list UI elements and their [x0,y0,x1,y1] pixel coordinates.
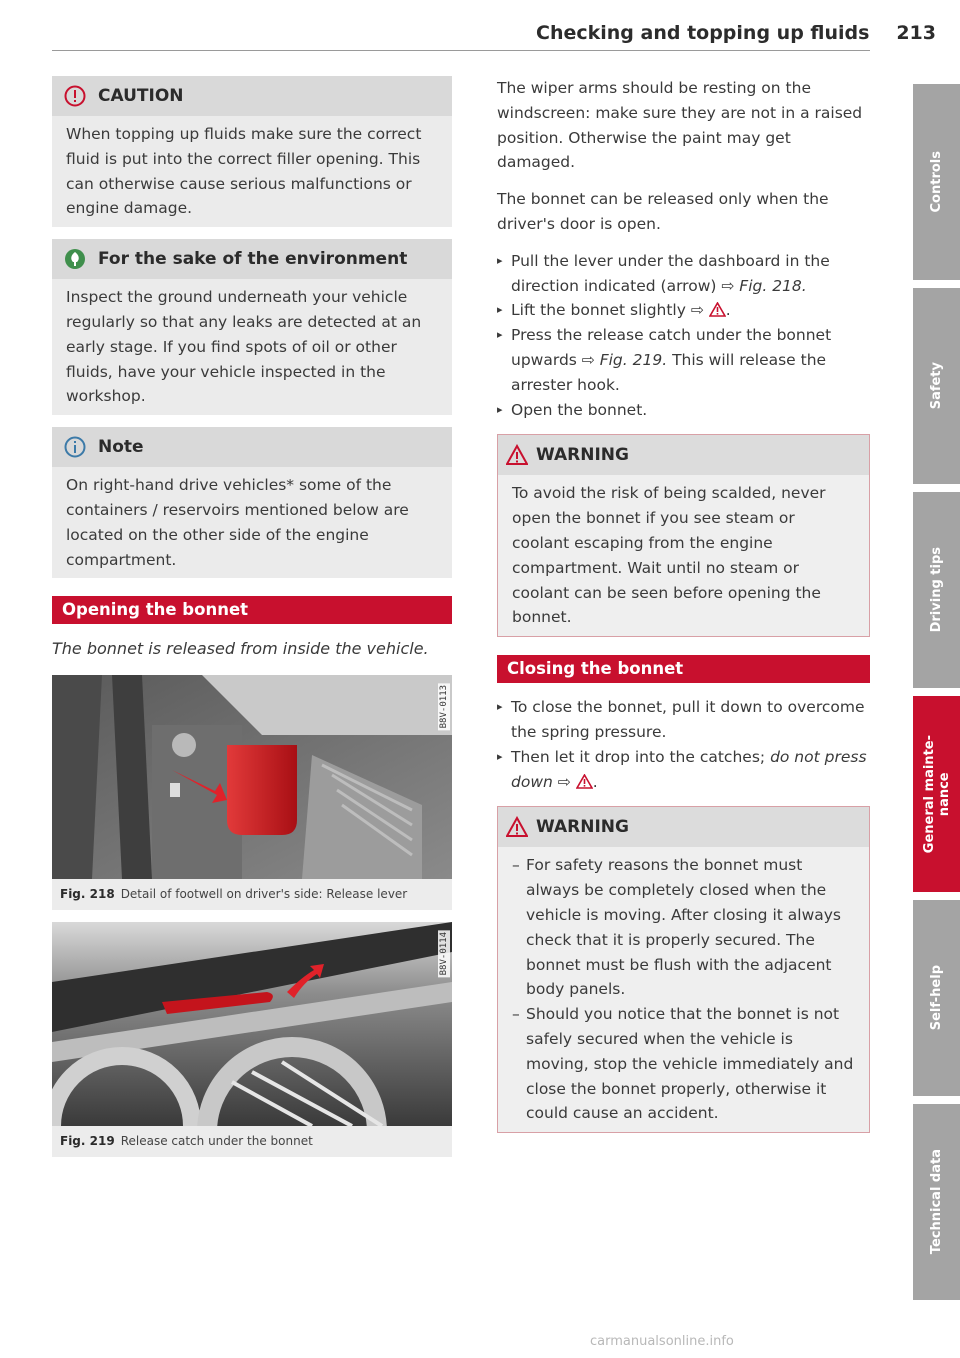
note-header [52,427,452,467]
closing-heading: Closing the bonnet [497,655,870,683]
tab-safety[interactable]: Safety [913,288,960,484]
figure-219-label: Fig. 219 [60,1134,115,1149]
figure-219-caption-text: Release catch under the bonnet [120,1134,313,1149]
running-header-title: Checking and topping up fluids [536,22,870,44]
figure-218-label: Fig. 218 [60,887,115,902]
bonnet-catch-illustration [52,922,452,1126]
warning-text-scald: To avoid the risk of being scalded, never open the bonnet if you see steam or coolant escaping from the engine compartment. Wait until no steam or coolant can be seen before opening the bonnet. [512,484,826,627]
warning-item: – For safety reasons the bonnet must always be completely closed when the vehicle is moving. After closing it always check that it is properly secured. The bonnet must be flush with the adjacent body panels. [512,853,855,1002]
tab-self-help[interactable]: Self-help [913,900,960,1096]
caution-header [52,76,452,116]
warning-body-closing [498,847,869,1132]
warning-ref-icon[interactable] [576,774,593,789]
warning-title-scald: WARNING [536,445,629,466]
footwell-illustration [52,675,452,879]
figure-219-caption [52,1126,452,1157]
opening-steps [497,249,870,423]
watermark: carmanualsonline.info [590,1334,734,1349]
note-body [52,467,452,578]
tab-technical-data[interactable]: Technical data [913,1104,960,1300]
warning-header-closing [498,807,869,847]
wiper-paragraph: The wiper arms should be resting on the windscreen: make sure they are not in a raised position. Otherwise the paint may get damaged. [497,79,863,172]
caution-title: CAUTION [98,86,184,106]
caution-body [52,116,452,227]
opening-heading: Opening the bonnet [52,596,452,624]
closing-steps [497,695,870,794]
figure-218 [52,675,452,910]
figure-218-caption [52,879,452,910]
warning-title-closing: WARNING [536,817,629,838]
figure-218-code: B8V-0113 [439,685,449,729]
page-number: 213 [896,22,936,44]
caution-text: When topping up fluids make sure the correct fluid is put into the correct filler opening. This can otherwise cause serious malfunctions or engine damage. [66,125,422,218]
environment-header [52,239,452,279]
note-text: On right-hand drive vehicles* some of the containers / reservoirs mentioned below are located on the other side of the engine compartment. [66,476,409,569]
header-rule [52,50,870,51]
warning-box-scald [497,434,870,637]
figure-219 [52,922,452,1157]
tab-driving-tips[interactable]: Driving tips [913,492,960,688]
step-open-bonnet: ▸ Open the bonnet. [497,398,870,423]
warning-icon [506,444,528,466]
warning-header-scald [498,435,869,475]
door-paragraph: The bonnet can be released only when the driver's door is open. [497,190,829,233]
warning-item: – Should you notice that the bonnet is not safely secured when the vehicle is moving, stop the vehicle immediately and close the bonnet properly, otherwise it could cause an accident. [512,1002,855,1126]
figure-218-caption-text: Detail of footwell on driver's side: Release lever [120,887,408,902]
environment-box [52,239,452,415]
fig-218-ref[interactable]: ⇨ Fig. 218. [721,276,807,295]
right-column [497,76,870,1145]
left-column [52,76,452,1169]
warning-icon [506,816,528,838]
figure-219-code: B8V-0114 [439,932,449,976]
environment-text: Inspect the ground underneath your vehicle regularly so that any leaks are detected at an early stage. If you find spots of oil or other fluids, have your vehicle inspected in the workshop. [66,288,422,406]
figure-218-image [52,675,452,879]
warning-body-scald [498,475,869,636]
step-pull-lever: ▸ Pull the lever under the dashboard in the direction indicated (arrow) ⇨ Fig. 218. [497,249,870,299]
caution-icon [64,85,86,107]
step-pull-down: ▸ To close the bonnet, pull it down to overcome the spring pressure. [497,695,870,745]
step-lift-bonnet: ▸ Lift the bonnet slightly ⇨ . [497,298,870,323]
warning-ref-icon[interactable] [709,302,726,317]
tab-general-maintenance[interactable]: General mainte- nance [913,696,960,892]
info-icon [64,436,86,458]
warning-list-closing [512,853,855,1126]
step-press-catch: ▸ Press the release catch under the bonnet upwards ⇨ Fig. 219. This will release the arrester hook. [497,323,870,397]
step-drop-catches: ▸ Then let it drop into the catches; do not press down ⇨ . [497,745,870,795]
note-box [52,427,452,578]
environment-icon [64,248,86,270]
warning-box-closing [497,806,870,1133]
fig-219-ref[interactable]: ⇨ Fig. 219. [581,350,668,369]
environment-body [52,279,452,415]
environment-title: For the sake of the environment [98,249,408,270]
note-title: Note [98,437,144,458]
tab-controls[interactable]: Controls [913,84,960,280]
figure-219-image [52,922,452,1126]
opening-intro: The bonnet is released from inside the vehicle. [52,639,429,659]
caution-box [52,76,452,227]
